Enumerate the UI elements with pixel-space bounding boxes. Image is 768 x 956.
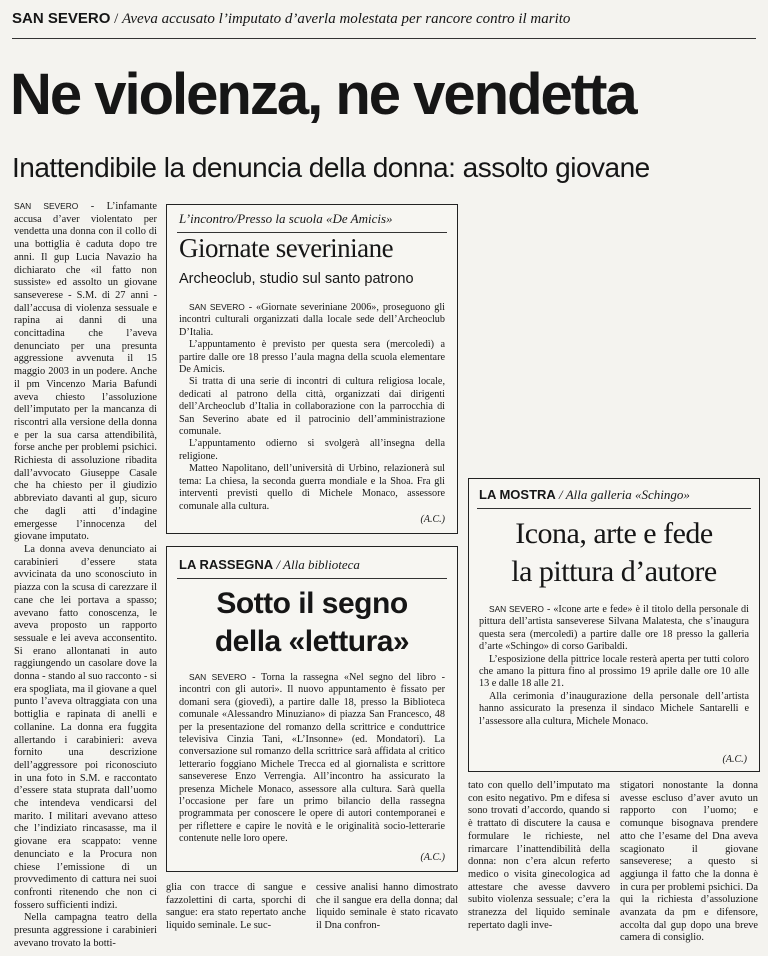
kicker-rule [12,38,756,39]
box-mostra-p1: SAN SEVERO - «Icone arte e fede» è il titolo della personale di pittura dell’artista sanseverese Silvana Malatesta, che s’inaugura questa sera (mercoledì) a partire dalle ore 18 presso la galleria d’arte «Schingo» di corso Garibaldi. [479,604,749,653]
box-incontro-title: Giornate severiniane [179,233,394,263]
box-rassegna-signature: (A.C.) [420,852,445,863]
main-article-col3: tato con quello dell’imputato ma con esito negativo. Pm e difesa si sono trovati d’accordo, quando si è trattato di discutere la causa e formulare le richieste, nel rimarcare l’inattendibilità della donna: non c’era alcun referto medico o visita ginecologica ad attestare che avesse davvero subito violenza sessuale; c’era la stranezza del liquido seminale repertato dagli inve- [468,780,610,931]
box-rassegna-title: Sotto il segno della «lettura» [214,587,410,658]
main-article-bottom-col1: glia con tracce di sangue e fazzolettini di carta, sporchi di sangue: era stato repertato anche liquido seminale. Le suc- [166,882,306,932]
kicker-section: SAN SEVERO [12,10,111,27]
box-incontro-p5: Matteo Napolitano, dell’università di Urbino, relazionerà sul tema: La chiesa, la seconda guerra mondiale e la Shoa. Fra gli interventi previsti quello di Michele Monaco, assessore comunale alla cultura. [179,463,445,512]
kicker-summary: Aveva accusato l’imputato d’averla molestata per rancore contro il marito [122,11,571,27]
box-incontro-body [179,301,445,513]
box-mostra-body [479,603,749,728]
box-incontro-signature: (A.C.) [420,514,445,525]
box-mostra-kicker: LA MOSTRA / Alla galleria «Schingo» [479,487,690,502]
main-dateline: SAN SEVERO [14,201,79,211]
main-article-col4: stigatori nonostante la donna avesse escluso d’aver avuto un rapporto con l’uomo; e comunque bisognava prendere atto che l’esame del Dna aveva scagionato il giovane sanseverese; a questo si aggiunga il fatto che la donna è in cura per problemi psichici. Da qui la richiesta d’assoluzione avanzata da pm e difensore, accolta dal gup dopo una breve camera di consiglio. [620,780,758,944]
box-incontro-p2: L’appuntamento è previsto per questa sera (mercoledì) a partire dalle ore 18 presso l’aula magna della scuola elementare De Amicis. [179,339,445,376]
box-incontro-subtitle: Archeoclub, studio sul santo patrono [179,271,414,287]
box-rassegna-rule [177,578,447,579]
headline: Ne violenza, ne vendetta [10,62,636,127]
main-article-p1: SAN SEVERO - L’infamante accusa d’aver violentato per vendetta una donna con il collo di una bottiglia è caduta dopo tre anni. Il gup Lucia Navazio ha dichiarato che «il fatto non sussiste» ed assolto un giovane sanseverese - S.M. di 27 anni - dall’accusa di violenza sessuale e rapina ai danni di una concittadina che l’aveva denunciato per una presunta aggressione avvenuta il 15 maggio 2003 in un podere. Anche il pm Vincenzo Maria Bafundi aveva chiesto l’assoluzione dell’imputato per la mancanza di riscontri alla versione della donna e per la sua carsa attendibilità, forse anche per problemi psichici. Richiesta di assoluzione ribadita dall’avvocato Giuseppe Casale che ha chiesto per il giudizio abbreviato davanti al gup, sicuro che dagli atti d’indagine emergesse l’innocenza del giovane imputato. [14,201,157,543]
box-mostra [468,478,760,772]
main-article-p2: La donna aveva denunciato ai carabinieri d’essere stata avvicinata da uno sconosciuto in piazza con la scusa di carezzare il cane che lei portava a spasso; avevano fatto conoscenza, le aveva proposto un rapporto sessuale e lei aveva acconsentito. Si erano allontanati in auto raggiungendo un casolare dove la donna - stando al suo racconto - si era spogliata, ma il giovane a quel punto l’aveva oltraggiata con una bottiglia e rapinata di anelli e collanine. La donna era fuggita allertando i carabinieri: aveva fornito una descrizione dell’aggressore poi riconosciuto in una foto in S.M. e raccontato d’essere stata stuprata dall’uomo che intendeva vendicarsi del marito. I militari avevano atteso che l’indiziato rincasasse, ma il giovane era scappato: venne denunciato e la Procura non chiese l’emissione di un provvedimento di cattura nei suoi confronti ritenendo che non ci fossero sufficienti indizi. [14,543,157,911]
box-incontro-kicker: L’incontro/Presso la scuola «De Amicis» [179,211,393,226]
box-rassegna [166,546,458,872]
kicker [12,10,756,28]
box-incontro-p4: L’appuntamento odierno si svolgerà all’insegna della religione. [179,438,445,462]
box-incontro-p3: Si tratta di una serie di incontri di cultura religiosa locale, dedicati al patrono della città, organizzati dai dirigenti dell’Archeoclub d’Italia in collaborazione con la parrocchia di San Severino abate ed il patrocinio dell’amministrazione comunale. [179,376,445,438]
box-incontro [166,204,458,534]
box-rassegna-section: LA RASSEGNA [179,557,274,572]
main-article-p3: Nella campagna teatro della presunta aggressione i carabinieri avevano trovato la botti- [14,912,157,949]
kicker-separator: / [110,11,123,27]
box-mostra-section: LA MOSTRA [479,487,556,502]
box-mostra-title: Icona, arte e fede la pittura d’autore [511,517,717,588]
subheadline: Inattendibile la denuncia della donna: assolto giovane [12,152,650,183]
box-mostra-signature: (A.C.) [722,754,747,765]
box-rassegna-kicker: LA RASSEGNA / Alla biblioteca [179,557,360,572]
box-incontro-p1: SAN SEVERO - «Giornate severiniane 2006», proseguono gli incontri culturali organizzati dalla locale sede dell’Archeoclub D’Italia. [179,302,446,338]
box-mostra-rule [477,508,751,509]
box-mostra-p3: Alla cerimonia d’inaugurazione della personale dell’artista hanno assicurato la presenza il sindaco Michele Santarelli e l’assessore alla cultura, Michele Monaco. [479,690,749,727]
box-rassegna-p1: SAN SEVERO - Torna la rassegna «Nel segno del libro - incontri con gli autori». Il nuovo appuntamento è fissato per domani sera (giovedì), a partire dalle 18, presso la Biblioteca comunale «Alessandro Minuziano» di piazza San Francesco, 48 per la presentazione del romanzo della scrittrice e conduttrice televisiva Cinzia Tani, «L’Insonne» (ed. Mondatori). La conversazione sul romanzo della scrittrice sarà affidata al critico letterario foggiano Michele Trecca ed al giornalista e scrittore sanseverese Enzo Verrengia. All’incontro ha assicurato la presenza Michele Monaco, assessore alla cultura. Sarà quella l’occasione per fare un primo bilancio della rassegna programmata per conoscere le opere di autori contemporanei e per riflettere e capire le novità e le originalità socio-letterarie contenute nelle loro opere. [179,672,445,845]
box-mostra-p2: L’esposizione della pittrice locale resterà aperta per tutti coloro che amano la pittura fino al prossimo 19 aprile dalle ore 10 alle 13 e dalle 18 alle 21. [479,653,749,690]
main-article-bottom-col2: cessive analisi hanno dimostrato che il sangue era della donna; dal liquido seminale è stato ricavato il Dna confron- [316,882,458,932]
box-rassegna-body [179,671,445,846]
main-article-col1 [14,200,157,949]
